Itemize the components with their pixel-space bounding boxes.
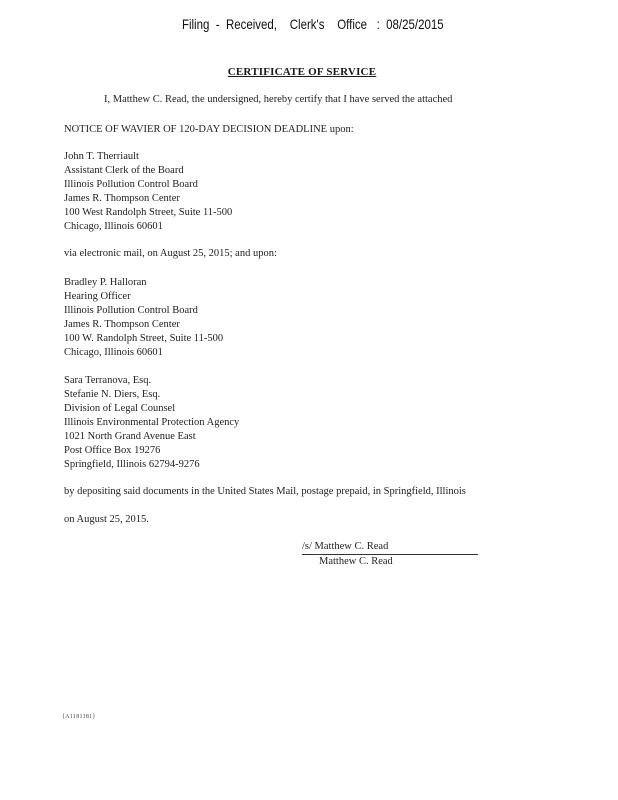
signature-block: [302, 540, 478, 569]
recipient-address-1: [64, 150, 232, 234]
recipient-2-line: James R. Thompson Center: [64, 319, 180, 330]
recipient-3-line: 1021 North Grand Avenue East: [64, 431, 196, 442]
recipient-3-line: Sara Terranova, Esq.: [64, 375, 152, 386]
electronic-signature: /s/ Matthew C. Read: [302, 540, 478, 555]
recipient-3-line: Illinois Environmental Protection Agency: [64, 417, 240, 428]
recipient-2-line: Illinois Pollution Control Board: [64, 305, 198, 316]
document-title: CERTIFICATE OF SERVICE: [227, 66, 377, 78]
recipient-3-line: Springfield, Illinois 62794-9276: [64, 459, 200, 470]
recipient-1-line: 100 West Randolph Street, Suite 11-500: [64, 207, 233, 218]
service-date-line: on August 25, 2015.: [64, 514, 149, 525]
depositing-statement: by depositing said documents in the United States Mail, postage prepaid, in Springfield, Illinois: [64, 486, 466, 497]
recipient-1-line: Chicago, Illinois 60601: [64, 221, 163, 232]
certify-statement: I, Matthew C. Read, the undersigned, hereby certify that I have served the attached: [104, 94, 453, 105]
recipient-address-3: [64, 374, 239, 472]
recipient-2-line: Bradley P. Halloran: [64, 277, 147, 288]
notice-line: NOTICE OF WAVIER OF 120-DAY DECISION DEADLINE upon:: [64, 124, 354, 135]
recipient-1-line: Assistant Clerk of the Board: [64, 165, 184, 176]
recipient-3-line: Post Office Box 19276: [64, 445, 161, 456]
via-electronic-mail-line: via electronic mail, on August 25, 2015; and upon:: [64, 248, 277, 259]
recipient-2-line: Hearing Officer: [64, 291, 131, 302]
recipient-1-line: John T. Therriault: [64, 151, 139, 162]
recipient-3-line: Division of Legal Counsel: [64, 403, 176, 414]
recipient-2-line: Chicago, Illinois 60601: [64, 347, 163, 358]
recipient-3-line: Stefanie N. Diers, Esq.: [64, 389, 161, 400]
recipient-1-line: Illinois Pollution Control Board: [64, 179, 198, 190]
document-reference-code: {A1181181}: [62, 714, 96, 720]
recipient-1-line: James R. Thompson Center: [64, 193, 180, 204]
signer-printed-name: Matthew C. Read: [319, 556, 393, 567]
recipient-address-2: [64, 276, 223, 360]
filing-stamp: Filing - Received, Clerk's Office : 08/25/2015: [181, 16, 444, 32]
recipient-2-line: 100 W. Randolph Street, Suite 11-500: [64, 333, 224, 344]
